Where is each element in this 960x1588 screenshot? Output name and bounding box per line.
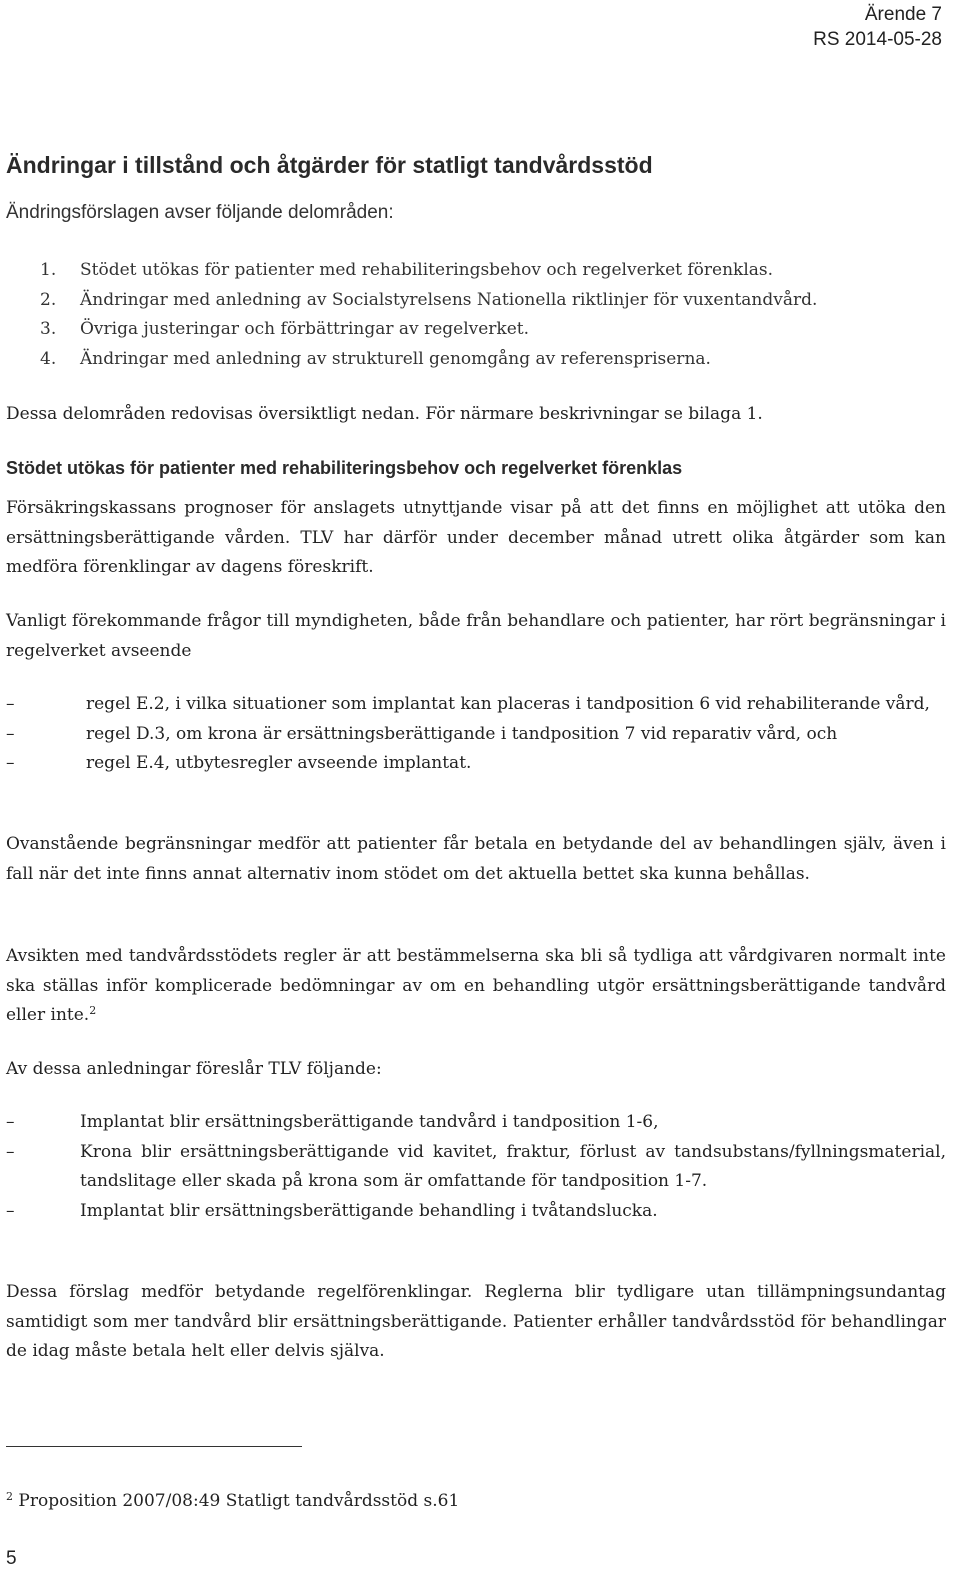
dash-bullet: – [6,694,15,714]
list-item [6,690,946,720]
overview-paragraph: Dessa delområden redovisas översiktligt nedan. För närmare beskrivningar se bilaga 1. [6,404,763,424]
footnote-divider [6,1446,302,1447]
paragraph-limitations: Ovanstående begränsningar medför att patienter får betala en betydande del av behandlingen själv, även i fall när det inte finns annat alternativ inom stödet om det aktuella bettet ska kunna behållas. [6,834,946,884]
item-text: Övriga justeringar och förbättringar av regelverket. [80,319,530,339]
list-item [6,1197,946,1227]
item-text: Ändringar med anledning av Socialstyrelsens Nationella riktlinjer för vuxentandvård. [80,289,818,310]
paragraph-prognosis: Försäkringskassans prognoser för anslagets utnyttjande visar på att det finns en möjlighet att utöka den ersättningsberättigande vården. TLV har därför under december månad utrett olika åtgärder som kan medföra förenklingar av dagens föreskrift. [6,498,946,577]
case-number: Ärende 7 [864,4,942,25]
footnote-mark: 2 [6,1490,13,1503]
list-item [6,256,946,286]
item-text: Implantat blir ersättningsberättigande tandvård i tandposition 1-6, [80,1112,659,1132]
dash-bullet: – [6,723,15,744]
footnote-reference: 2 [89,1004,97,1017]
list-item [6,749,946,779]
page-title: Ändringar i tillstånd och åtgärder för statligt tandvårdsstöd [6,152,653,178]
item-text: Ändringar med anledning av strukturell genomgång av referenspriserna. [80,348,711,369]
list-item [6,720,946,750]
list-item [6,1108,946,1138]
item-number: 2. [40,289,57,310]
intro-text: Ändringsförslagen avser följande delområden: [6,202,394,223]
paragraph-text: Avsikten med tandvårdsstödets regler är att bestämmelserna ska bli så tydliga att vårdgivaren normalt inte ska ställas inför komplicerade bedömningar av om en behandling utgör ersättningsberättigande tandvård eller inte. [6,946,946,1025]
document-header [813,2,942,52]
item-text: regel E.4, utbytesregler avseende implantat. [86,753,472,773]
list-item [6,286,946,316]
meeting-reference-date: RS 2014-05-28 [813,29,942,50]
item-text: Stödet utökas för patienter med rehabiliteringsbehov och regelverket förenklas. [80,260,774,280]
item-number: 1. [40,260,57,280]
list-item [6,315,946,345]
paragraph-intent [6,942,946,1031]
footnote-text: Proposition 2007/08:49 Statligt tandvårdsstöd s.61 [18,1491,460,1511]
footnote [6,1488,459,1514]
areas-list [6,256,946,374]
list-item [6,1138,946,1197]
dash-bullet: – [6,1112,15,1132]
item-text: regel D.3, om krona är ersättningsberättigande i tandposition 7 vid reparativ vård, och [86,723,838,744]
dash-bullet: – [6,1141,15,1162]
page-number: 5 [6,1548,17,1569]
rules-list [6,690,946,779]
proposals-list [6,1108,946,1226]
item-number: 4. [40,348,57,369]
dash-bullet: – [6,753,15,773]
paragraph-proposal-intro: Av dessa anledningar föreslår TLV följande: [6,1059,382,1079]
item-text: Krona blir ersättningsberättigande vid kavitet, fraktur, förlust av tandsubstans/fyllningsmaterial, tandslitage eller skada på krona som är omfattande för tandposition 1-7. [80,1141,946,1191]
item-text: Implantat blir ersättningsberättigande behandling i tvåtandslucka. [80,1200,658,1221]
item-text: regel E.2, i vilka situationer som implantat kan placeras i tandposition 6 vid rehabiliterande vård, [86,694,930,714]
dash-bullet: – [6,1200,15,1221]
list-item [6,345,946,375]
item-number: 3. [40,319,57,339]
paragraph-questions: Vanligt förekommande frågor till myndigheten, både från behandlare och patienter, har rört begränsningar i regelverket avseende [6,611,946,661]
section-heading: Stödet utökas för patienter med rehabiliteringsbehov och regelverket förenklas [6,458,683,478]
paragraph-conclusion: Dessa förslag medför betydande regelförenklingar. Reglerna blir tydligare utan tillämpningsundantag samtidigt som mer tandvård blir ersättningsberättigande. Patienter erhåller tandvårdsstöd för behandlingar de idag måste betala helt eller delvis själva. [6,1282,946,1361]
